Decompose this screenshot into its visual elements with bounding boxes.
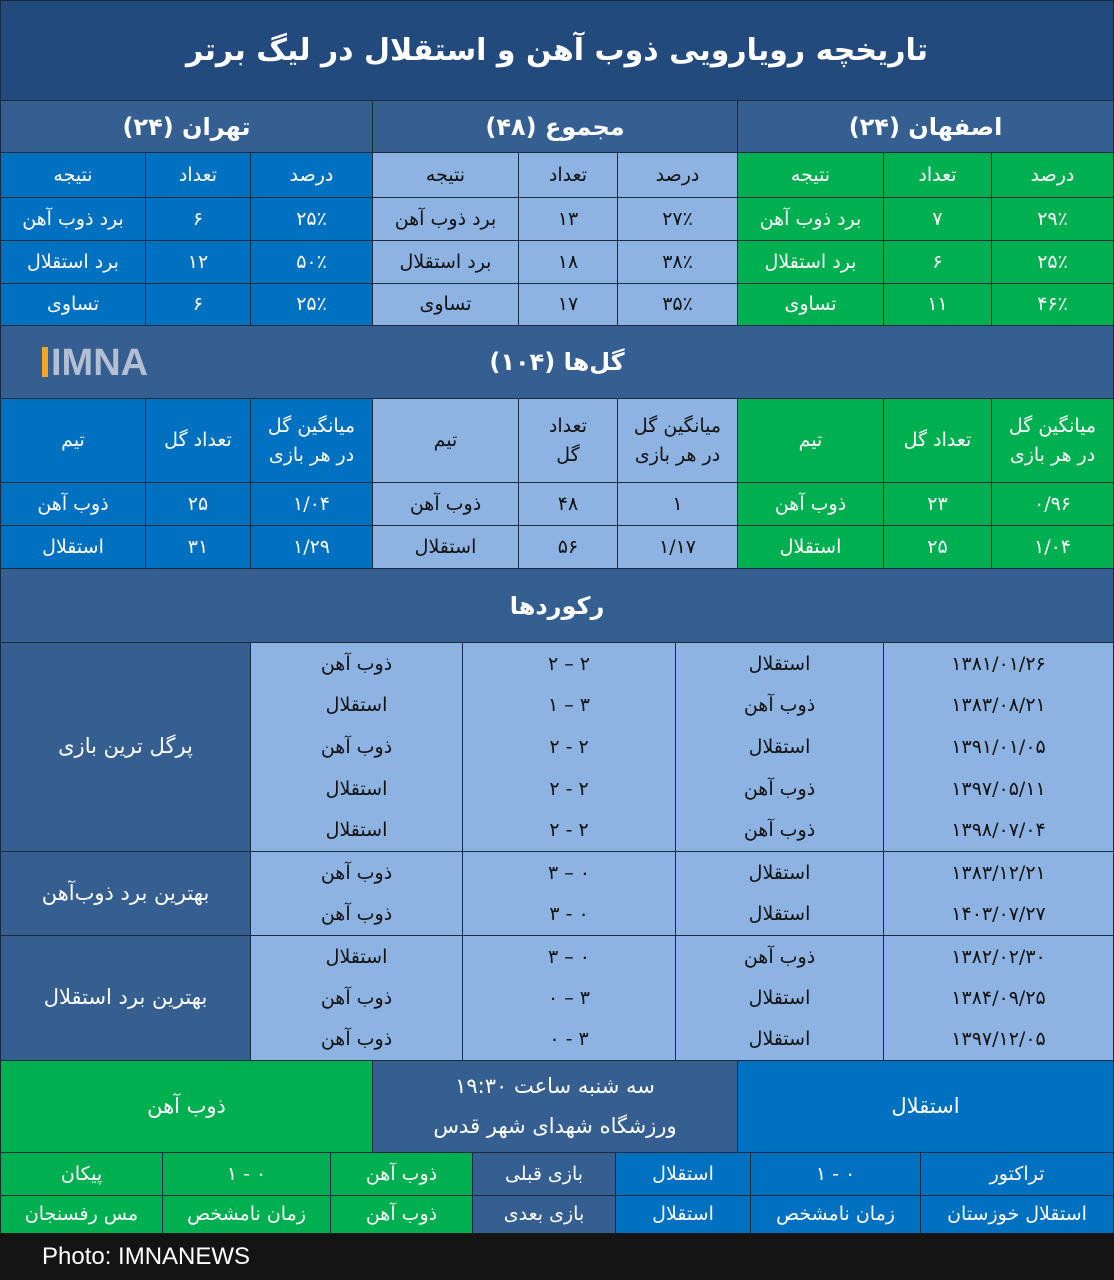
cell-text: تعداد (548, 163, 588, 186)
table-cell (372, 197, 519, 241)
col-header-percent (617, 152, 738, 198)
photo-credit (0, 1233, 1114, 1280)
cell-text: ذوب آهن (365, 1203, 438, 1226)
col-header-average (250, 398, 373, 483)
cell-text: ۰/۹۶ (1033, 492, 1072, 515)
record-date: ۱۳۸۳/۰۸/۲۱ (951, 694, 1046, 717)
cell-text: بهترین برد استقلال (43, 985, 208, 1010)
cell-text: استقلال خوزستان (947, 1203, 1087, 1226)
table-cell (617, 525, 738, 569)
record-host: ذوب آهن (743, 694, 816, 717)
cell-text: ۱۸ (557, 250, 579, 273)
col-header-percent (250, 152, 373, 198)
cell-text: میانگین گل در هر بازی (633, 415, 722, 466)
cell-text: ۲۵٪ (296, 207, 327, 230)
record-date-column (883, 935, 1114, 1061)
cell-text: تساوی (46, 293, 100, 316)
cell-text: تعداد (178, 163, 218, 186)
record-host: استقلال (748, 903, 811, 926)
esteghlal-previous-team (615, 1152, 751, 1196)
table-cell (145, 240, 251, 284)
table-cell (737, 525, 884, 569)
table-cell (372, 525, 519, 569)
col-header-count (518, 152, 618, 198)
cell-text: تیم (61, 429, 85, 452)
table-cell (372, 240, 519, 284)
record-host: استقلال (748, 652, 811, 675)
cell-text: ۱۱ (927, 293, 948, 316)
zob-next-score (162, 1195, 331, 1234)
cell-text: بازی بعدی (503, 1203, 585, 1226)
records-header-text: رکوردها (509, 591, 605, 620)
col-header-result (372, 152, 519, 198)
col-header-count (145, 152, 251, 198)
table-cell (145, 283, 251, 326)
table-cell (617, 283, 738, 326)
table-cell (250, 525, 373, 569)
record-score-column (462, 851, 676, 936)
record-host-column (675, 851, 884, 936)
col-header-average (617, 398, 738, 483)
cell-text: تیم (798, 429, 823, 452)
cell-text: ذوب آهن (147, 1093, 226, 1118)
table-cell (737, 482, 884, 526)
cell-text: ۲۳ (927, 492, 948, 515)
table-cell (737, 283, 884, 326)
record-date: ۱۳۹۷/۰۵/۱۱ (951, 777, 1046, 800)
record-guest-column (250, 851, 463, 936)
cell-text: ۴۶٪ (1037, 293, 1068, 316)
table-cell (250, 283, 373, 326)
cell-text: استقلال (652, 1203, 714, 1226)
record-date: ۱۳۹۸/۰۷/۰۴ (951, 819, 1046, 842)
cell-text: ۱/۰۴ (292, 492, 331, 515)
record-score: ۲ – ۲ (547, 652, 591, 675)
photo-credit-text: Photo: IMNANEWS (42, 1242, 251, 1270)
col-header-team (372, 398, 519, 483)
cell-text: زمان نامشخص (187, 1203, 306, 1226)
col-header-result (0, 152, 146, 198)
cell-text: ۴۸ (557, 492, 579, 515)
cell-text: ذوب آهن (365, 1162, 438, 1185)
table-cell (372, 283, 519, 326)
table-cell (145, 482, 251, 526)
record-date: ۱۳۹۱/۰۱/۰۵ (951, 735, 1046, 758)
record-group-label (0, 935, 251, 1061)
fixture-time: سه شنبه ساعت ۱۹:۳۰ (455, 1073, 655, 1098)
record-score: ۲ - ۲ (549, 735, 589, 758)
record-guest: ذوب آهن (320, 861, 393, 884)
cell-text: تیم (433, 429, 458, 452)
cell-text: ۱۲ (187, 250, 209, 273)
record-group-label (0, 642, 251, 852)
cell-text: برد استقلال (27, 250, 119, 273)
record-host-column (675, 642, 884, 852)
cell-text: نتیجه (790, 163, 831, 186)
col-header-goals (518, 398, 618, 483)
record-score-column (462, 935, 676, 1061)
record-score: ۰ – ۳ (547, 861, 591, 884)
col-header-percent (991, 152, 1114, 198)
section-header-tehran (0, 100, 373, 153)
cell-text: ۲۵ (187, 492, 209, 515)
col-header-team (0, 398, 146, 483)
cell-text: ۳۸٪ (662, 250, 693, 273)
zob-next-team (330, 1195, 473, 1234)
cell-text: ۱/۲۹ (292, 535, 331, 558)
record-guest: استقلال (325, 694, 388, 717)
cell-text: ۲۵٪ (1037, 250, 1068, 273)
record-guest-column (250, 935, 463, 1061)
cell-text: ۵۰٪ (296, 250, 327, 273)
previous-match-label (472, 1152, 616, 1196)
cell-text: ذوب آهن (774, 492, 847, 515)
record-host: استقلال (748, 986, 811, 1009)
record-group-label (0, 851, 251, 936)
esteghlal-previous-opponent (920, 1152, 1114, 1196)
col-header-team (737, 398, 884, 483)
cell-text: تساوی (784, 293, 837, 316)
fixture-venue: ورزشگاه شهدای شهر قدس (433, 1113, 677, 1138)
logo-text: IMNA (51, 342, 149, 384)
cell-text: تساوی (419, 293, 472, 316)
record-score: ۲ - ۲ (549, 819, 589, 842)
record-score: ۰ - ۳ (549, 903, 589, 926)
col-header-average (991, 398, 1114, 483)
cell-text: بهترین برد ذوب‌آهن (41, 880, 210, 905)
table-cell (250, 240, 373, 284)
cell-text: ۲۷٪ (662, 207, 693, 230)
table-cell (518, 482, 618, 526)
table-cell (518, 283, 618, 326)
record-guest: ذوب آهن (320, 652, 393, 675)
record-host: استقلال (748, 1028, 811, 1051)
record-date: ۱۳۸۴/۰۹/۲۵ (951, 986, 1046, 1009)
table-cell (518, 197, 618, 241)
cell-text: ۳۵٪ (662, 293, 693, 316)
table-cell (737, 197, 884, 241)
cell-text: بازی قبلی (504, 1162, 584, 1185)
record-guest: استقلال (325, 945, 388, 968)
table-cell (883, 240, 992, 284)
zob-previous-score (162, 1152, 331, 1196)
col-header-goals (145, 398, 251, 483)
record-host: استقلال (748, 735, 811, 758)
table-cell (883, 197, 992, 241)
cell-text: تعداد گل (548, 415, 588, 466)
section-header-isfahan (737, 100, 1114, 153)
cell-text: تعداد گل (164, 429, 232, 452)
cell-text: پرگل ترین بازی (58, 734, 193, 759)
cell-text: ۱/۰۴ (1033, 535, 1072, 558)
record-date: ۱۳۹۷/۱۲/۰۵ (951, 1028, 1046, 1051)
zob-previous-team (330, 1152, 473, 1196)
record-date: ۱۳۸۱/۰۱/۲۶ (951, 652, 1046, 675)
cell-text: استقلال (42, 535, 104, 558)
cell-text: ۱۳ (557, 207, 579, 230)
cell-text: برد ذوب آهن (394, 207, 497, 230)
cell-text: درصد (289, 163, 334, 186)
cell-text: تعداد (918, 163, 957, 186)
table-cell (518, 525, 618, 569)
record-guest: ذوب آهن (320, 903, 393, 926)
table-cell (145, 525, 251, 569)
table-cell (991, 525, 1114, 569)
table-cell (250, 482, 373, 526)
esteghlal-next-team (615, 1195, 751, 1234)
table-cell (883, 283, 992, 326)
table-cell (0, 197, 146, 241)
cell-text: مس رفسنجان (24, 1203, 139, 1226)
record-host: ذوب آهن (743, 777, 816, 800)
record-score: ۳ – ۰ (547, 986, 591, 1009)
cell-text: ۰ - ۱ (226, 1162, 267, 1185)
fixture-time-venue (372, 1060, 738, 1153)
fixture-home-team (737, 1060, 1114, 1153)
total-header-text: مجموع (۴۸) (485, 112, 625, 141)
cell-text: درصد (1030, 163, 1075, 186)
record-date: ۱۴۰۳/۰۷/۲۷ (951, 903, 1046, 926)
record-host: ذوب آهن (743, 945, 816, 968)
cell-text: ۶ (192, 293, 204, 316)
isfahan-header-text: اصفهان (۲۴) (848, 112, 1003, 141)
col-header-count (883, 152, 992, 198)
cell-text: ۷ (932, 207, 943, 230)
record-host-column (675, 935, 884, 1061)
record-date-column (883, 851, 1114, 936)
record-date-column (883, 642, 1114, 852)
record-date: ۱۳۸۳/۱۲/۲۱ (951, 861, 1046, 884)
cell-text: نتیجه (53, 163, 93, 186)
cell-text: استقلال (779, 535, 842, 558)
table-cell (372, 482, 519, 526)
table-cell (145, 197, 251, 241)
table-cell (991, 482, 1114, 526)
cell-text: ۳۱ (187, 535, 209, 558)
table-cell (0, 283, 146, 326)
cell-text: نتیجه (425, 163, 466, 186)
record-guest: استقلال (325, 819, 388, 842)
cell-text: ۱۷ (557, 293, 579, 316)
table-cell (991, 197, 1114, 241)
cell-text: ۱/۱۷ (658, 535, 697, 558)
table-cell (250, 197, 373, 241)
table-cell (0, 240, 146, 284)
goals-header-text: گل‌ها (۱۰۴) (489, 348, 625, 376)
cell-text: پیکان (60, 1162, 103, 1185)
cell-text: برد استقلال (399, 250, 492, 273)
next-match-label (472, 1195, 616, 1234)
cell-text: ۶ (932, 250, 943, 273)
page-title (0, 0, 1114, 101)
record-score: ۳ - ۰ (549, 1028, 589, 1051)
table-cell (883, 525, 992, 569)
record-score: ۲ - ۲ (549, 777, 589, 800)
esteghlal-previous-score (750, 1152, 921, 1196)
goals-section-header (0, 325, 1114, 399)
record-host: ذوب آهن (743, 819, 816, 842)
table-cell (883, 482, 992, 526)
zob-next-opponent (0, 1195, 163, 1234)
table-cell (737, 240, 884, 284)
fixture-away-team (0, 1060, 373, 1153)
record-score: ۳ – ۱ (547, 694, 591, 717)
table-cell (0, 482, 146, 526)
cell-text: استقلال (652, 1162, 714, 1185)
record-guest: ذوب آهن (320, 1028, 393, 1051)
table-cell (991, 283, 1114, 326)
cell-text: ذوب آهن (37, 492, 109, 515)
zob-previous-opponent (0, 1152, 163, 1196)
records-section-header (0, 568, 1114, 643)
logo-accent-bar (42, 347, 48, 377)
cell-text: تعداد گل (903, 429, 972, 452)
cell-text: ۲۵ (927, 535, 948, 558)
record-guest-column (250, 642, 463, 852)
table-cell (617, 197, 738, 241)
record-date: ۱۳۸۲/۰۲/۳۰ (951, 945, 1046, 968)
cell-text: برد ذوب آهن (759, 207, 862, 230)
cell-text: استقلال (891, 1093, 960, 1118)
esteghlal-next-opponent (920, 1195, 1114, 1234)
table-cell (518, 240, 618, 284)
imna-logo (42, 342, 148, 385)
section-header-total (372, 100, 738, 153)
cell-text: ۲۵٪ (296, 293, 327, 316)
table-cell (0, 525, 146, 569)
cell-text: میانگین گل در هر بازی (267, 415, 356, 466)
table-cell (617, 482, 738, 526)
cell-text: میانگین گل در هر بازی (1008, 415, 1097, 466)
cell-text: استقلال (414, 535, 477, 558)
cell-text: ۲۹٪ (1037, 207, 1068, 230)
record-guest: ذوب آهن (320, 735, 393, 758)
cell-text: زمان نامشخص (776, 1203, 895, 1226)
cell-text: ۱ (672, 492, 683, 515)
record-guest: استقلال (325, 777, 388, 800)
col-header-goals (883, 398, 992, 483)
tehran-header-text: تهران (۲۴) (122, 112, 251, 141)
cell-text: درصد (655, 163, 700, 186)
cell-text: ذوب آهن (409, 492, 482, 515)
table-cell (991, 240, 1114, 284)
record-host: استقلال (748, 861, 811, 884)
cell-text: ۰ - ۱ (815, 1162, 856, 1185)
record-score: ۰ – ۳ (547, 945, 591, 968)
record-guest: ذوب آهن (320, 986, 393, 1009)
cell-text: برد استقلال (764, 250, 857, 273)
col-header-result (737, 152, 884, 198)
esteghlal-next-score (750, 1195, 921, 1234)
cell-text: ۶ (192, 207, 204, 230)
cell-text: برد ذوب آهن (22, 207, 124, 230)
cell-text: ۵۶ (557, 535, 579, 558)
record-score-column (462, 642, 676, 852)
cell-text: تراکتور (989, 1162, 1045, 1185)
page-title-text: تاریخچه رویارویی ذوب آهن و استقلال در لیگ برتر (185, 33, 929, 68)
table-cell (617, 240, 738, 284)
